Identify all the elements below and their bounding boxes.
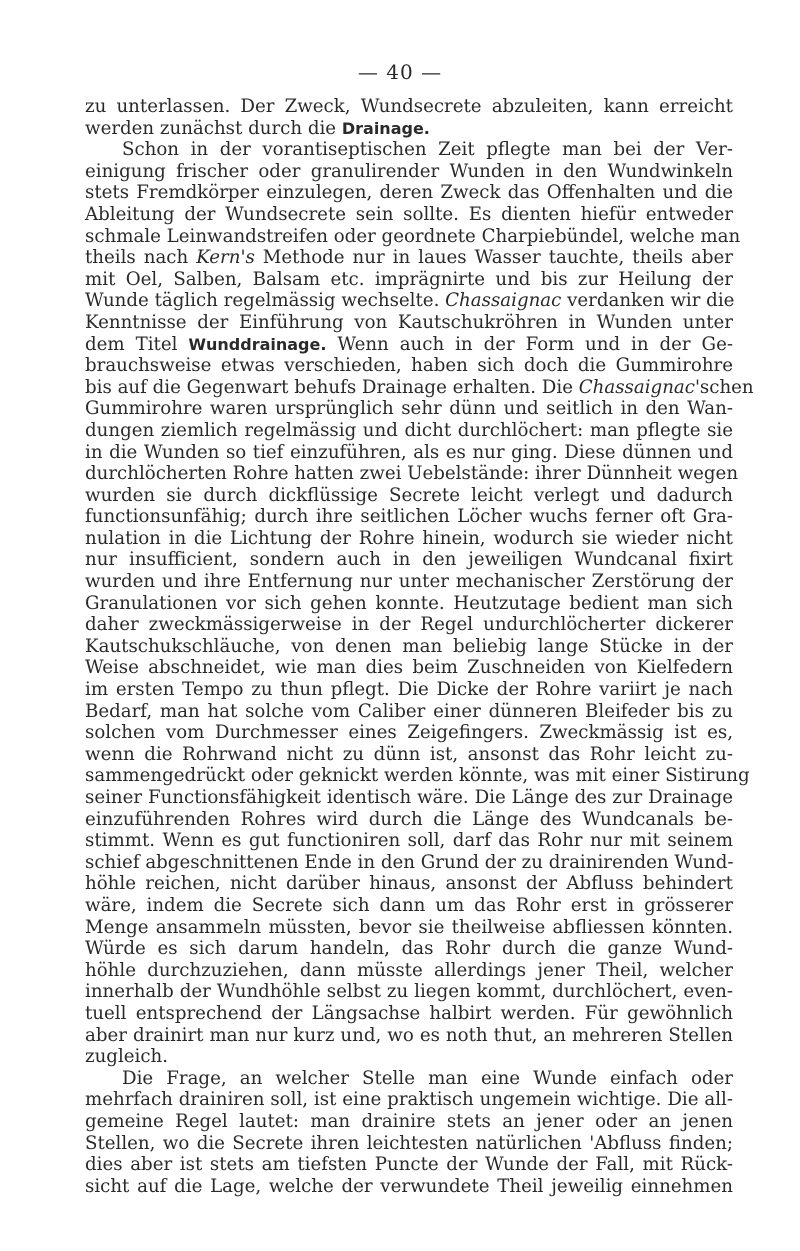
text-line: Würde es sich darum handeln, das Rohr durch die ganze Wund- bbox=[85, 938, 733, 960]
text-line bbox=[85, 376, 754, 399]
text-line: mehrfach drainiren soll, ist eine praktisch ungemein wichtige. Die all- bbox=[85, 1089, 733, 1111]
italic-name: Chassaignac bbox=[578, 376, 695, 398]
bold-term: Wunddrainage. bbox=[188, 334, 327, 354]
text-line: einzuführenden Rohres wird durch die Länge des Wundcanals be- bbox=[85, 808, 733, 830]
text-line bbox=[85, 290, 733, 312]
text-line bbox=[85, 334, 733, 356]
text-line bbox=[85, 247, 733, 269]
text-line: dungen ziemlich regelmässig und dicht durchlöchert: man pflegte sie bbox=[85, 419, 733, 441]
text-line: wurden sie durch dickflüssige Secrete leicht verlegt und dadurch bbox=[85, 484, 733, 506]
bold-term: Drainage. bbox=[341, 118, 430, 138]
text-line: Gummirohre waren ursprünglich sehr dünn und seitlich in den Wan- bbox=[85, 398, 733, 420]
page-number: — 40 — bbox=[357, 60, 443, 84]
text-line: Bedarf, man hat solche vom Caliber einer dünneren Bleifeder bis zu bbox=[85, 700, 733, 722]
text-run: 'schen bbox=[694, 376, 754, 398]
italic-name: Chassaignac bbox=[445, 290, 562, 312]
text-line: daher zweckmässigerweise in der Regel undurchlöcherter dickerer bbox=[85, 614, 733, 636]
text-line: innerhalb der Wundhöhle selbst zu liegen kommt, durchlöchert, even- bbox=[85, 981, 733, 1003]
text-run: Wunde täglich regelmässig wechselte. bbox=[85, 290, 446, 312]
text-line: solchen vom Durchmesser eines Zeigefingers. Zweckmässig ist es, bbox=[85, 722, 733, 744]
text-line: Kautschukschläuche, von denen man beliebig lange Stücke in der bbox=[85, 635, 733, 657]
text-line: functionsunfähig; durch ihre seitlichen Löcher wuchs ferner oft Gra- bbox=[85, 506, 733, 528]
text-line: aber drainirt man nur kurz und, wo es noth thut, an mehreren Stellen bbox=[85, 1024, 733, 1046]
text-line: höhle reichen, nicht darüber hinaus, ansonst der Abfluss behindert bbox=[85, 873, 733, 895]
text-line: dies aber ist stets am tiefsten Puncte der Wunde der Fall, mit Rück- bbox=[85, 1154, 733, 1176]
text-line: zugleich. bbox=[85, 1046, 169, 1068]
text-line: mit Oel, Salben, Balsam etc. imprägnirte und bis zur Heilung der bbox=[85, 268, 733, 290]
text-line: nur insufficient, sondern auch in den jeweiligen Wundcanal fixirt bbox=[85, 549, 733, 571]
text-line: in die Wunden so tief einzuführen, als es nur ging. Diese dünnen und bbox=[85, 441, 733, 463]
text-run: werden zunächst durch die bbox=[85, 117, 342, 139]
text-line: wenn die Rohrwand nicht zu dünn ist, ansonst das Rohr leicht zu- bbox=[85, 743, 733, 765]
text-line: durchlöcherten Rohre hatten zwei Uebelstände: ihrer Dünnheit wegen bbox=[85, 463, 739, 485]
text-line: zu unterlassen. Der Zweck, Wundsecrete abzuleiten, kann erreicht bbox=[85, 96, 733, 117]
text-line: sammengedrückt oder geknickt werden könnte, was mit einer Sistirung bbox=[85, 765, 750, 787]
text-run: Methode nur in laues Wasser tauchte, theils aber bbox=[254, 247, 733, 269]
italic-name: Kern's bbox=[196, 247, 255, 269]
text-run: Wenn auch in der Form und in der Ge- bbox=[326, 333, 733, 355]
text-line: Weise abschneidet, wie man dies beim Zuschneiden von Kielfedern bbox=[85, 657, 733, 679]
text-line: wurden und ihre Entfernung nur unter mechanischer Zerstörung der bbox=[85, 571, 733, 593]
text-run: dem Titel bbox=[85, 333, 189, 355]
text-line: seiner Functionsfähigkeit identisch wäre. Die Länge des zur Drainage bbox=[85, 787, 733, 808]
text-run: theils nach bbox=[85, 247, 197, 269]
text-line: im ersten Tempo zu thun pflegt. Die Dicke der Rohre variirt je nach bbox=[85, 679, 733, 701]
text-line: schmale Leinwandstreifen oder geordnete Charpiebündel, welche man bbox=[85, 225, 741, 247]
text-line: brauchsweise etwas verschieden, haben sich doch die Gummirohre bbox=[85, 355, 733, 377]
text-line: Kenntnisse der Einführung von Kautschukröhren in Wunden unter bbox=[85, 311, 733, 333]
text-line: schief abgeschnittenen Ende in den Grund der zu drainirenden Wund- bbox=[85, 851, 734, 873]
text-line: wäre, indem die Secrete sich dann um das Rohr erst in grösserer bbox=[85, 894, 733, 916]
text-line: Die Frage, an welcher Stelle man eine Wunde einfach oder bbox=[122, 1067, 733, 1089]
text-line: gemeine Regel lautet: man drainire stets an jener oder an jenen bbox=[85, 1110, 733, 1132]
text-run: verdanken wir die bbox=[561, 290, 735, 312]
text-line: Schon in der vorantiseptischen Zeit pflegte man bei der Ver- bbox=[122, 139, 733, 161]
text-line: Granulationen vor sich gehen konnte. Heutzutage bedient man sich bbox=[85, 592, 733, 614]
text-line: stimmt. Wenn es gut functioniren soll, darf das Rohr nur mit seinem bbox=[85, 830, 733, 852]
text-line: höhle durchzuziehen, dann müsste allerdings jener Theil, welcher bbox=[85, 959, 733, 981]
text-line: nulation in die Lichtung der Rohre hinein, wodurch sie wieder nicht bbox=[85, 527, 733, 549]
body-text bbox=[85, 96, 754, 1197]
text-line: stets Fremdkörper einzulegen, deren Zweck das Offenhalten und die bbox=[85, 182, 733, 204]
text-line: Menge ansammeln müssten, bevor sie theilweise abfliessen könnten. bbox=[85, 916, 733, 938]
text-run: bis auf die Gegenwart behufs Drainage erhalten. Die bbox=[85, 376, 579, 398]
text-line: Ableitung der Wundsecrete sein sollte. Es dienten hiefür entweder bbox=[85, 203, 733, 225]
text-line: Stellen, wo die Secrete ihren leichtesten natürlichen 'Abfluss finden; bbox=[85, 1132, 733, 1154]
text-line: tuell entsprechend der Längsachse halbirt werden. Für gewöhnlich bbox=[85, 1002, 733, 1024]
text-line bbox=[85, 118, 733, 140]
text-line: einigung frischer oder granulirender Wunden in den Wundwinkeln bbox=[85, 160, 733, 182]
text-line: sicht auf die Lage, welche der verwundete Theil jeweilig einnehmen bbox=[85, 1175, 733, 1197]
